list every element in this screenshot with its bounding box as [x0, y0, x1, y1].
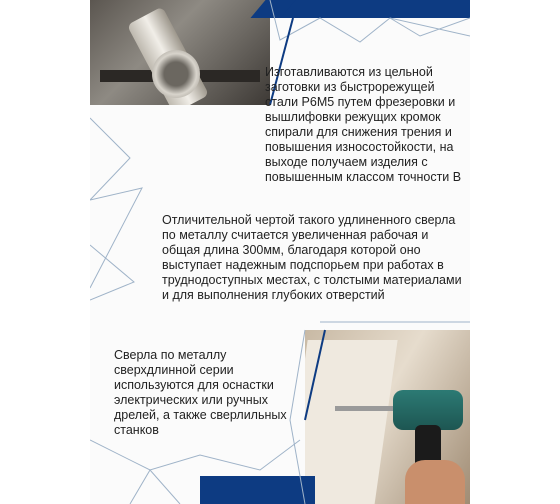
- product-description-card: [90, 0, 470, 504]
- left-deco-lines-1: [90, 118, 130, 200]
- usage-description: Сверла по металлу сверхдлинной серии используются для оснастки электрических или ручных дрелей, а также сверлильных станков: [114, 348, 287, 437]
- manufacturing-description: Изготавливаются из цельной заготовки из быстрорежущей стали Р6М5 путем фрезеровки и вышлифовки режущих кромок спирали для снижения трения и повышения износостойкости, на выходе получаем изделия с повышенным классом точности В: [265, 65, 462, 184]
- bottom-deco-lines: [90, 440, 300, 470]
- bottom-photo-edge: [305, 330, 325, 420]
- length-feature-description: Отличительной чертой такого удлиненного сверла по металлу считается увеличенная рабочая и общая длина 300мм, благодаря которой оно выступает надежным подспорьем при работах в труднодоступных местах, с толстыми материалами и для выполнения глубоких отверстий: [162, 213, 462, 302]
- top-deco-lines: [270, 0, 470, 42]
- left-deco-lines-3: [90, 245, 134, 300]
- bottom-deco-lines-2: [130, 470, 180, 504]
- left-deco-lines-2: [90, 188, 142, 288]
